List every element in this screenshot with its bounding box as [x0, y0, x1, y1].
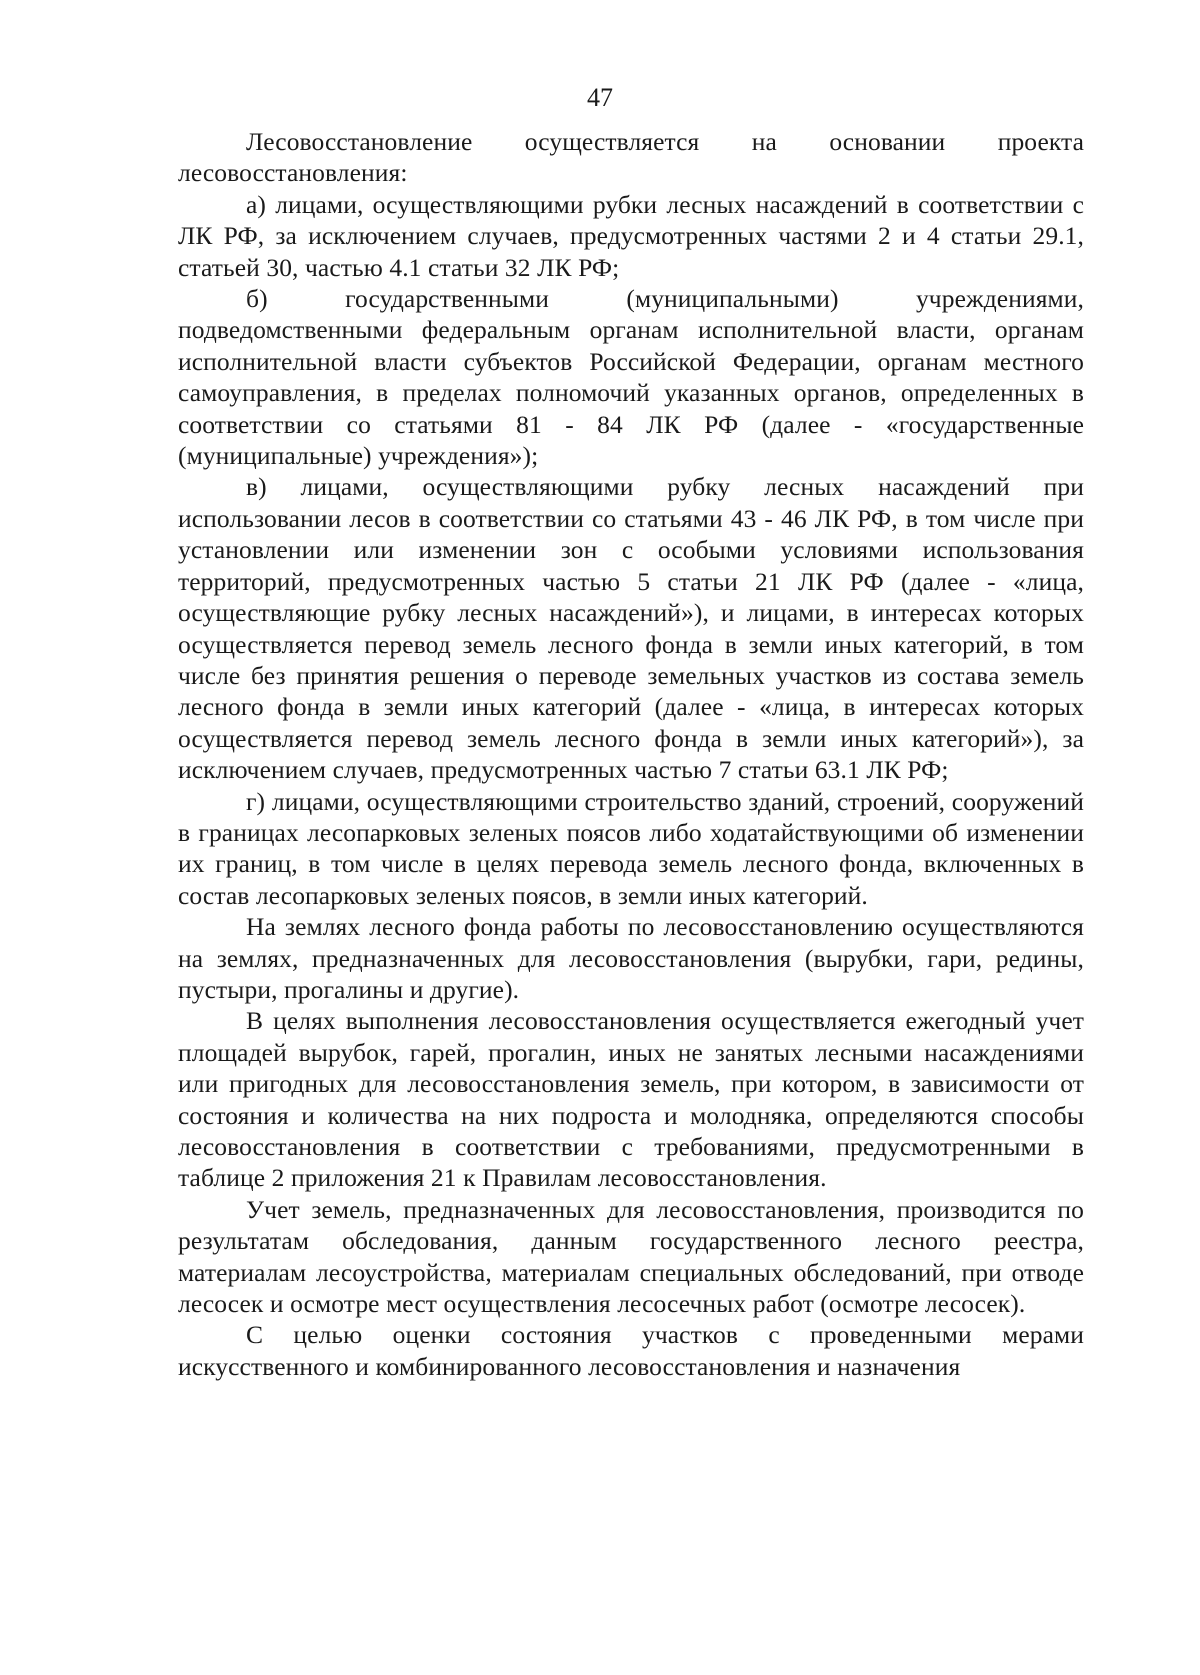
paragraph-item-v: в) лицами, осуществляющими рубку лесных насаждений при использовании лесов в соответствии со статьями 43 - 46 ЛК РФ, в том числе при установлении или изменении зон с особыми условиями использования территорий, предусмотренных частью 5 статьи 21 ЛК РФ (далее - «лица, осуществляющие рубку лесных насаждений»), и лицами, в интересах которых осуществляется перевод земель лесного фонда в земли иных категорий, в том числе без принятия решения о переводе земельных участков из состава земель лесного фонда в земли иных категорий (далее - «лица, в интересах которых осуществляется перевод земель лесного фонда в земли иных категорий»), за исключением случаев, предусмотренных частью 7 статьи 63.1 ЛК РФ; — [178, 472, 1084, 785]
paragraph-item-b: б) государственными (муниципальными) учреждениями, подведомственными федеральным органам исполнительной власти, органам исполнительной власти субъектов Российской Федерации, органам местного самоуправления, в пределах полномочий указанных органов, определенных в соответствии со статьями 81 - 84 ЛК РФ (далее - «государственные (муниципальные) учреждения»); — [178, 284, 1084, 471]
paragraph-lands: На землях лесного фонда работы по лесовосстановлению осуществляются на землях, предназначенных для лесовосстановления (вырубки, гари, редины, пустыри, прогалины и другие). — [178, 912, 1084, 1004]
page-number: 47 — [587, 83, 613, 112]
paragraph-annual-accounting: В целях выполнения лесовосстановления осуществляется ежегодный учет площадей вырубок, гарей, прогалин, иных не занятых лесными насаждениями или пригодных для лесовосстановления земель, при котором, в зависимости от состояния и количества на них подроста и молодняка, определяются способы лесовосстановления в соответствии с требованиями, предусмотренными в таблице 2 приложения 21 к Правилам лесовосстановления. — [178, 1006, 1084, 1193]
document-body — [178, 126, 1084, 1382]
paragraph-assessment: С целью оценки состояния участков с проведенными мерами искусственного и комбинированного лесовосстановления и назначения — [178, 1320, 1084, 1381]
paragraph-item-g: г) лицами, осуществляющими строительство зданий, строений, сооружений в границах лесопарковых зеленых поясов либо ходатайствующими об изменении их границ, в том числе в целях перевода земель лесного фонда, включенных в состав лесопарковых зеленых поясов, в земли иных категорий. — [178, 786, 1084, 910]
paragraph-intro: Лесовосстановление осуществляется на основании проекта лесовосстановления: — [178, 127, 1084, 188]
paragraph-item-a: а) лицами, осуществляющими рубки лесных насаждений в соответствии с ЛК РФ, за исключением случаев, предусмотренных частями 2 и 4 статьи 29.1, статьей 30, частью 4.1 статьи 32 ЛК РФ; — [178, 189, 1084, 282]
paragraph-land-accounting: Учет земель, предназначенных для лесовосстановления, производится по результатам обследования, данным государственного лесного реестра, материалам лесоустройства, материалам специальных обследований, при отводе лесосек и осмотре мест осуществления лесосечных работ (осмотре лесосек). — [178, 1194, 1084, 1319]
